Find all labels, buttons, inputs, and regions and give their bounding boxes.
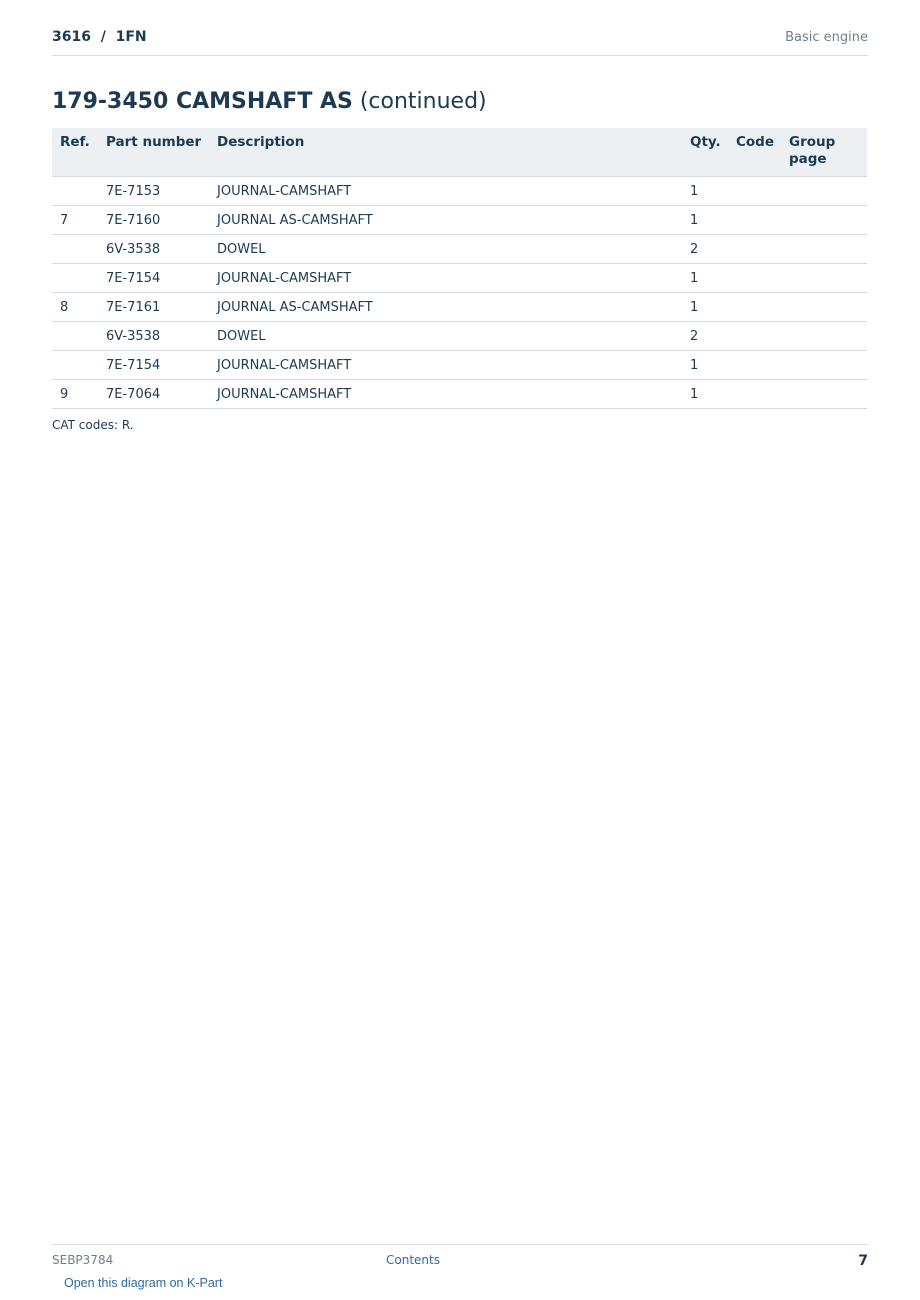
cell-description: DOWEL (209, 322, 682, 351)
cell-description: DOWEL (209, 235, 682, 264)
cell-description: JOURNAL-CAMSHAFT (209, 380, 682, 409)
parts-table (52, 128, 867, 409)
page-title (52, 89, 487, 114)
cell-group-page (781, 264, 867, 293)
table-row (52, 351, 867, 380)
cell-code (728, 380, 781, 409)
contents-link[interactable]: Contents (386, 1253, 440, 1267)
table-header-row (52, 128, 867, 177)
page-title-suffix: (continued) (352, 89, 487, 114)
cell-ref (52, 264, 98, 293)
cell-part-number: 7E-7153 (98, 177, 209, 206)
cell-ref (52, 177, 98, 206)
cell-description: JOURNAL-CAMSHAFT (209, 351, 682, 380)
table-row (52, 206, 867, 235)
column-header-qty: Qty. (682, 128, 728, 177)
cell-ref: 8 (52, 293, 98, 322)
column-header-part-number: Part number (98, 128, 209, 177)
cell-part-number: 6V-3538 (98, 235, 209, 264)
table-row (52, 293, 867, 322)
cell-qty: 1 (682, 206, 728, 235)
cell-part-number: 7E-7160 (98, 206, 209, 235)
page-number: 7 (858, 1253, 868, 1269)
cell-qty: 2 (682, 322, 728, 351)
page-footer (52, 1244, 868, 1269)
cell-qty: 1 (682, 351, 728, 380)
table-row (52, 380, 867, 409)
model-label: 3616 / 1FN (52, 29, 147, 45)
table-row (52, 322, 867, 351)
document-number: SEBP3784 (52, 1253, 114, 1267)
cell-part-number: 6V-3538 (98, 322, 209, 351)
table-row (52, 235, 867, 264)
column-header-group-page: Group page (781, 128, 867, 177)
cell-part-number: 7E-7154 (98, 351, 209, 380)
cell-qty: 1 (682, 177, 728, 206)
table-row (52, 264, 867, 293)
cell-ref (52, 322, 98, 351)
cell-group-page (781, 322, 867, 351)
cell-part-number: 7E-7154 (98, 264, 209, 293)
page-header (52, 28, 868, 56)
column-header-ref: Ref. (52, 128, 98, 177)
cell-group-page (781, 206, 867, 235)
cell-group-page (781, 293, 867, 322)
cell-group-page (781, 235, 867, 264)
cell-ref (52, 235, 98, 264)
cell-code (728, 235, 781, 264)
column-header-description: Description (209, 128, 682, 177)
kpart-diagram-link[interactable]: Open this diagram on K-Part (64, 1276, 223, 1290)
table-row (52, 177, 867, 206)
cell-description: JOURNAL AS-CAMSHAFT (209, 206, 682, 235)
cell-group-page (781, 351, 867, 380)
cell-part-number: 7E-7064 (98, 380, 209, 409)
page-title-main: 179-3450 CAMSHAFT AS (52, 89, 353, 114)
cell-description: JOURNAL AS-CAMSHAFT (209, 293, 682, 322)
cell-description: JOURNAL-CAMSHAFT (209, 177, 682, 206)
cell-qty: 1 (682, 264, 728, 293)
cell-group-page (781, 380, 867, 409)
cell-code (728, 351, 781, 380)
cell-code (728, 322, 781, 351)
section-label: Basic engine (785, 30, 868, 45)
cell-ref: 7 (52, 206, 98, 235)
cell-qty: 1 (682, 293, 728, 322)
cell-ref (52, 351, 98, 380)
column-header-code: Code (728, 128, 781, 177)
cell-qty: 2 (682, 235, 728, 264)
cell-qty: 1 (682, 380, 728, 409)
cell-code (728, 293, 781, 322)
cell-code (728, 264, 781, 293)
cell-part-number: 7E-7161 (98, 293, 209, 322)
cell-code (728, 177, 781, 206)
cell-code (728, 206, 781, 235)
cell-group-page (781, 177, 867, 206)
cat-codes-note: CAT codes: R. (52, 418, 134, 432)
cell-description: JOURNAL-CAMSHAFT (209, 264, 682, 293)
cell-ref: 9 (52, 380, 98, 409)
